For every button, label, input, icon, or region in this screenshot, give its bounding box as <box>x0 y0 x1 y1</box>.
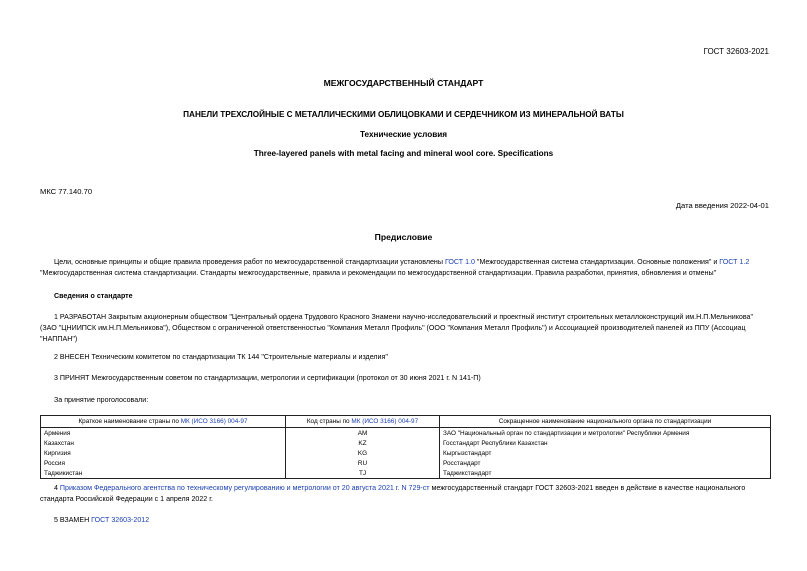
country-code: TJ <box>286 468 440 479</box>
standard-name-en: Three-layered panels with metal facing and mineral wool core. Specifications <box>253 149 554 158</box>
table-row <box>41 428 771 439</box>
country-code: RU <box>286 458 440 468</box>
preface-heading: Предисловие <box>374 232 433 242</box>
preface-paragraph-developed: 1 РАЗРАБОТАН Закрытым акционерным обществом "Центральный ордена Трудового Красного Знамени научно-исследовательский и проектный институт строительных металлоконструкций им.Н.П.Мельникова" (ЗАО "ЦНИИПСК им.Н.П.Мельникова"), Обществом с ограниченной ответственностью "Компания Металл Профиль" (ООО "Компания Металл Профиль") и Ассоциацией производителей панелей из ППУ (Ассоциац "НАППАН") <box>40 313 754 343</box>
national-body: ЗАО "Национальный орган по стандартизации и метрологии" Республики Армения <box>440 428 771 439</box>
preface-paragraph-replaces: 5 ВЗАМЕН ГОСТ 32603-2012 <box>54 516 150 524</box>
table-header-row <box>41 416 771 428</box>
country-name: Киргизия <box>41 448 286 458</box>
column-header-body: Сокращенное наименование национального органа по стандартизации <box>440 416 771 428</box>
country-name: Армения <box>41 428 286 439</box>
rosstandart-order-link[interactable]: Приказом Федерального агентства по техническому регулированию и метрологии от 20 августа 2021 г. N 729-ст <box>59 484 430 492</box>
column-header-code: Код страны по МК (ИСО 3166) 004-97 <box>286 416 440 428</box>
national-body: Таджикстандарт <box>440 468 771 479</box>
standard-info-heading: Сведения о стандарте <box>54 292 133 300</box>
national-body: Росстандарт <box>440 458 771 468</box>
standard-name-ru: ПАНЕЛИ ТРЕХСЛОЙНЫЕ С МЕТАЛЛИЧЕСКИМИ ОБЛИЦОВКАМИ И СЕРДЕЧНИКОМ ИЗ МИНЕРАЛЬНОЙ ВАТЫ <box>183 110 624 119</box>
country-name: Казахстан <box>41 438 286 448</box>
preface-paragraph-introduced: 2 ВНЕСЕН Техническим комитетом по стандартизации ТК 144 "Строительные материалы и изделия" <box>54 353 388 361</box>
preface-paragraph-voted: За принятие проголосовали: <box>54 396 149 404</box>
table-row <box>41 458 771 468</box>
preface-paragraph-adopted: 3 ПРИНЯТ Межгосударственным советом по стандартизации, метрологии и сертификации (протокол от 30 июня 2021 г. N 141-П) <box>54 374 481 382</box>
voting-countries-table <box>40 415 771 479</box>
national-body: Госстандарт Республики Казахстан <box>440 438 771 448</box>
preface-paragraph-order: 4 Приказом Федерального агентства по техническому регулированию и метрологии от 20 августа 2021 г. N 729-ст межгосударственный стандарт ГОСТ 32603-2021 введен в действие в качестве национального стандарта Российской Федерации с 1 апреля 2022 г. <box>40 484 746 503</box>
mk-iso-3166-code-link[interactable]: МК (ИСО 3166) 004-97 <box>351 418 419 425</box>
country-name: Россия <box>41 458 286 468</box>
standard-type-title: МЕЖГОСУДАРСТВЕННЫЙ СТАНДАРТ <box>323 78 484 88</box>
table-row <box>41 438 771 448</box>
document-code: ГОСТ 32603-2021 <box>703 47 769 56</box>
country-code: KZ <box>286 438 440 448</box>
gost-1-0-link[interactable]: ГОСТ 1.0 <box>444 258 475 266</box>
table-row <box>41 448 771 458</box>
standard-subtitle: Технические условия <box>359 130 448 139</box>
preface-paragraph-goals: Цели, основные принципы и общие правила проведения работ по межгосударственной стандартизации установлены ГОСТ 1.0 "Межгосударственная система стандартизации. Основные положения" и ГОСТ 1.2 "Межгосударственная система стандартизации. Стандарты межгосударственные, правила и рекомендации по межгосударственной стандартизации. Правила разработки, принятия, обновления и отмены" <box>40 258 750 277</box>
country-name: Таджикистан <box>41 468 286 479</box>
table-row <box>41 468 771 479</box>
gost-32603-2012-link[interactable]: ГОСТ 32603-2012 <box>91 516 150 524</box>
country-code: AM <box>286 428 440 439</box>
mk-iso-3166-link[interactable]: МК (ИСО 3166) 004-97 <box>180 418 248 425</box>
national-body: Кыргызстандарт <box>440 448 771 458</box>
introduction-date: Дата введения 2022-04-01 <box>675 201 769 210</box>
country-code: KG <box>286 448 440 458</box>
column-header-country: Краткое наименование страны по МК (ИСО 3166) 004-97 <box>41 416 286 428</box>
gost-1-2-link[interactable]: ГОСТ 1.2 <box>719 258 750 266</box>
mks-code: МКС 77.140.70 <box>40 187 93 196</box>
